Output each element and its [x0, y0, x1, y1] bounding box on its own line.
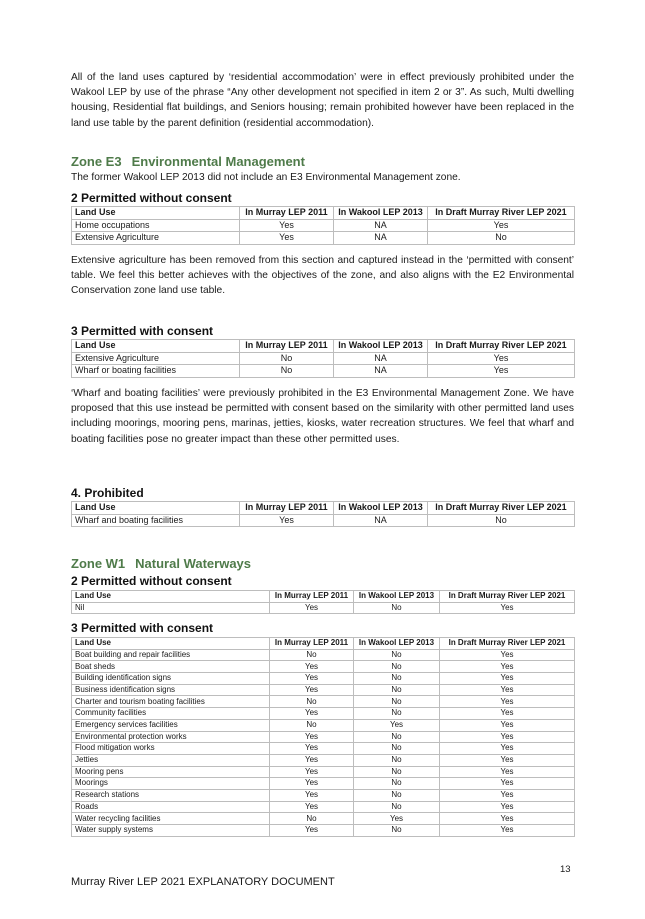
status-cell: Yes	[270, 661, 354, 673]
w1-permitted-without-consent-heading: 2 Permitted without consent	[71, 574, 232, 588]
status-cell: Yes	[270, 801, 354, 813]
land-use-cell: Charter and tourism boating facilities	[72, 696, 270, 708]
table-row	[72, 219, 575, 232]
land-use-cell: Building identification signs	[72, 673, 270, 685]
status-cell: Yes	[440, 778, 575, 790]
status-cell: Yes	[270, 743, 354, 755]
status-cell: No	[354, 778, 440, 790]
land-use-cell: Emergency services facilities	[72, 719, 270, 731]
status-cell: Yes	[440, 696, 575, 708]
status-cell: Yes	[440, 661, 575, 673]
land-use-cell: Boat building and repair facilities	[72, 649, 270, 661]
status-cell: Yes	[270, 684, 354, 696]
status-cell: NA	[334, 514, 428, 527]
status-cell: Yes	[428, 219, 575, 232]
table-body	[72, 649, 575, 836]
status-cell: NA	[334, 232, 428, 245]
table-row	[72, 684, 575, 696]
land-use-cell: Flood mitigation works	[72, 743, 270, 755]
status-cell: Yes	[354, 813, 440, 825]
status-cell: No	[354, 708, 440, 720]
status-cell: No	[354, 789, 440, 801]
status-cell: No	[354, 766, 440, 778]
status-cell: NA	[334, 352, 428, 365]
e3-prohibited-heading: 4. Prohibited	[71, 486, 144, 500]
page-number: 13	[560, 864, 571, 875]
status-cell: Yes	[270, 766, 354, 778]
table-row	[72, 696, 575, 708]
footer-document-title: Murray River LEP 2021 EXPLANATORY DOCUMENT	[71, 876, 335, 888]
table-body	[72, 602, 575, 614]
status-cell: Yes	[270, 602, 354, 614]
status-cell: Yes	[428, 352, 575, 365]
table-body	[72, 514, 575, 527]
status-cell: Yes	[240, 514, 334, 527]
column-header: Land Use	[72, 591, 270, 603]
column-header: In Wakool LEP 2013	[354, 591, 440, 603]
status-cell: Yes	[270, 708, 354, 720]
column-header: Land Use	[72, 207, 240, 220]
column-header: In Draft Murray River LEP 2021	[428, 207, 575, 220]
status-cell: Yes	[440, 801, 575, 813]
table-header-row	[72, 502, 575, 515]
status-cell: No	[270, 719, 354, 731]
zone-e3-code: Zone E3	[71, 154, 122, 169]
w1-permitted-with-consent-table	[71, 637, 575, 837]
zone-e3-note: The former Wakool LEP 2013 did not include an E3 Environmental Management zone.	[71, 172, 461, 183]
zone-w1-code: Zone W1	[71, 556, 126, 571]
status-cell: Yes	[270, 673, 354, 685]
intro-paragraph: All of the land uses captured by ‘residential accommodation’ were in effect previously prohibited under the Wakool LEP by use of the phrase “Any other development not specified in item 2 or 3”. As such, Multi dwelling housing, Residential flat buildings, and Seniors housing; remain prohibited however have been replaced in the land use table by the parent definition (residential accommodation).	[71, 72, 574, 129]
status-cell: Yes	[440, 684, 575, 696]
status-cell: Yes	[440, 743, 575, 755]
e3-prohibited-table	[71, 501, 575, 527]
land-use-cell: Jetties	[72, 754, 270, 766]
e3-permitted-without-consent-table	[71, 206, 575, 245]
table-row	[72, 754, 575, 766]
status-cell: No	[354, 673, 440, 685]
status-cell: No	[354, 731, 440, 743]
land-use-cell: Extensive Agriculture	[72, 352, 240, 365]
column-header: Land Use	[72, 502, 240, 515]
table-row	[72, 778, 575, 790]
land-use-cell: Environmental protection works	[72, 731, 270, 743]
column-header: In Draft Murray River LEP 2021	[440, 638, 575, 650]
status-cell: Yes	[354, 719, 440, 731]
e3-permitted-with-consent-heading: 3 Permitted with consent	[71, 324, 214, 338]
table-row	[72, 789, 575, 801]
status-cell: Yes	[440, 789, 575, 801]
e3-permitted-without-consent-heading: 2 Permitted without consent	[71, 191, 232, 205]
column-header: In Wakool LEP 2013	[334, 207, 428, 220]
status-cell: Yes	[440, 649, 575, 661]
column-header: In Draft Murray River LEP 2021	[440, 591, 575, 603]
status-cell: NA	[334, 365, 428, 378]
column-header: In Wakool LEP 2013	[334, 502, 428, 515]
land-use-cell: Home occupations	[72, 219, 240, 232]
status-cell: Yes	[270, 778, 354, 790]
table-row	[72, 352, 575, 365]
w1-permitted-without-consent-table	[71, 590, 575, 614]
status-cell: NA	[334, 219, 428, 232]
table-row	[72, 825, 575, 837]
status-cell: Yes	[440, 754, 575, 766]
status-cell: No	[354, 661, 440, 673]
table-row	[72, 719, 575, 731]
column-header: Land Use	[72, 340, 240, 353]
status-cell: No	[270, 813, 354, 825]
land-use-cell: Moorings	[72, 778, 270, 790]
land-use-cell: Wharf and boating facilities	[72, 514, 240, 527]
status-cell: Yes	[270, 825, 354, 837]
status-cell: No	[354, 801, 440, 813]
table-row	[72, 731, 575, 743]
status-cell: No	[354, 754, 440, 766]
table-row	[72, 673, 575, 685]
status-cell: No	[354, 649, 440, 661]
status-cell: No	[354, 825, 440, 837]
status-cell: No	[270, 696, 354, 708]
column-header: In Wakool LEP 2013	[354, 638, 440, 650]
column-header: In Murray LEP 2011	[270, 638, 354, 650]
status-cell: Yes	[240, 219, 334, 232]
table-row	[72, 766, 575, 778]
status-cell: No	[428, 514, 575, 527]
status-cell: Yes	[440, 813, 575, 825]
land-use-cell: Water recycling facilities	[72, 813, 270, 825]
status-cell: Yes	[240, 232, 334, 245]
status-cell: Yes	[440, 825, 575, 837]
status-cell: Yes	[440, 731, 575, 743]
status-cell: Yes	[440, 602, 575, 614]
table-row	[72, 813, 575, 825]
column-header: In Wakool LEP 2013	[334, 340, 428, 353]
status-cell: Yes	[440, 766, 575, 778]
status-cell: Yes	[270, 731, 354, 743]
status-cell: No	[354, 602, 440, 614]
table-header-row	[72, 638, 575, 650]
land-use-cell: Nil	[72, 602, 270, 614]
zone-e3-name: Environmental Management	[131, 154, 305, 169]
e3-permitted-with-consent-table	[71, 339, 575, 378]
table-row	[72, 232, 575, 245]
status-cell: No	[428, 232, 575, 245]
table-body	[72, 352, 575, 377]
zone-w1-name: Natural Waterways	[135, 556, 252, 571]
table-row	[72, 649, 575, 661]
w1-permitted-with-consent-heading: 3 Permitted with consent	[71, 621, 214, 635]
status-cell: No	[240, 352, 334, 365]
column-header: In Murray LEP 2011	[270, 591, 354, 603]
table-header-row	[72, 591, 575, 603]
table-row	[72, 365, 575, 378]
land-use-cell: Business identification signs	[72, 684, 270, 696]
table-row	[72, 801, 575, 813]
column-header: Land Use	[72, 638, 270, 650]
status-cell: No	[354, 743, 440, 755]
status-cell: Yes	[270, 754, 354, 766]
e3-paragraph-2: ‘Wharf and boating facilities’ were previously prohibited in the E3 Environmental Management Zone. We have proposed that this use instead be permitted with consent based on the similarity with other permitted land uses including moorings, mooring pens, marinas, jetties, kiosks, water recreation structures. We feel that wharf and boating facilities pose no greater impact than these other permitted uses.	[71, 388, 574, 445]
column-header: In Murray LEP 2011	[240, 502, 334, 515]
table-row	[72, 743, 575, 755]
land-use-cell: Research stations	[72, 789, 270, 801]
table-row	[72, 661, 575, 673]
status-cell: Yes	[440, 708, 575, 720]
status-cell: No	[240, 365, 334, 378]
land-use-cell: Mooring pens	[72, 766, 270, 778]
table-row	[72, 602, 575, 614]
land-use-cell: Roads	[72, 801, 270, 813]
table-body	[72, 219, 575, 244]
land-use-cell: Water supply systems	[72, 825, 270, 837]
column-header: In Murray LEP 2011	[240, 340, 334, 353]
zone-e3-heading	[71, 154, 305, 170]
land-use-cell: Wharf or boating facilities	[72, 365, 240, 378]
table-row	[72, 708, 575, 720]
status-cell: No	[354, 696, 440, 708]
status-cell: Yes	[428, 365, 575, 378]
status-cell: Yes	[440, 673, 575, 685]
land-use-cell: Extensive Agriculture	[72, 232, 240, 245]
land-use-cell: Boat sheds	[72, 661, 270, 673]
column-header: In Draft Murray River LEP 2021	[428, 340, 575, 353]
status-cell: No	[354, 684, 440, 696]
e3-paragraph-1: Extensive agriculture has been removed from this section and captured instead in the ‘permitted with consent’ table. We feel this better achieves with the objectives of the zone, and also aligns with the E2 Environmental Conservation zone land use table.	[71, 255, 574, 297]
column-header: In Draft Murray River LEP 2021	[428, 502, 575, 515]
status-cell: No	[270, 649, 354, 661]
status-cell: Yes	[270, 789, 354, 801]
table-header-row	[72, 340, 575, 353]
status-cell: Yes	[440, 719, 575, 731]
table-row	[72, 514, 575, 527]
table-header-row	[72, 207, 575, 220]
zone-w1-heading	[71, 556, 251, 572]
column-header: In Murray LEP 2011	[240, 207, 334, 220]
land-use-cell: Community facilities	[72, 708, 270, 720]
